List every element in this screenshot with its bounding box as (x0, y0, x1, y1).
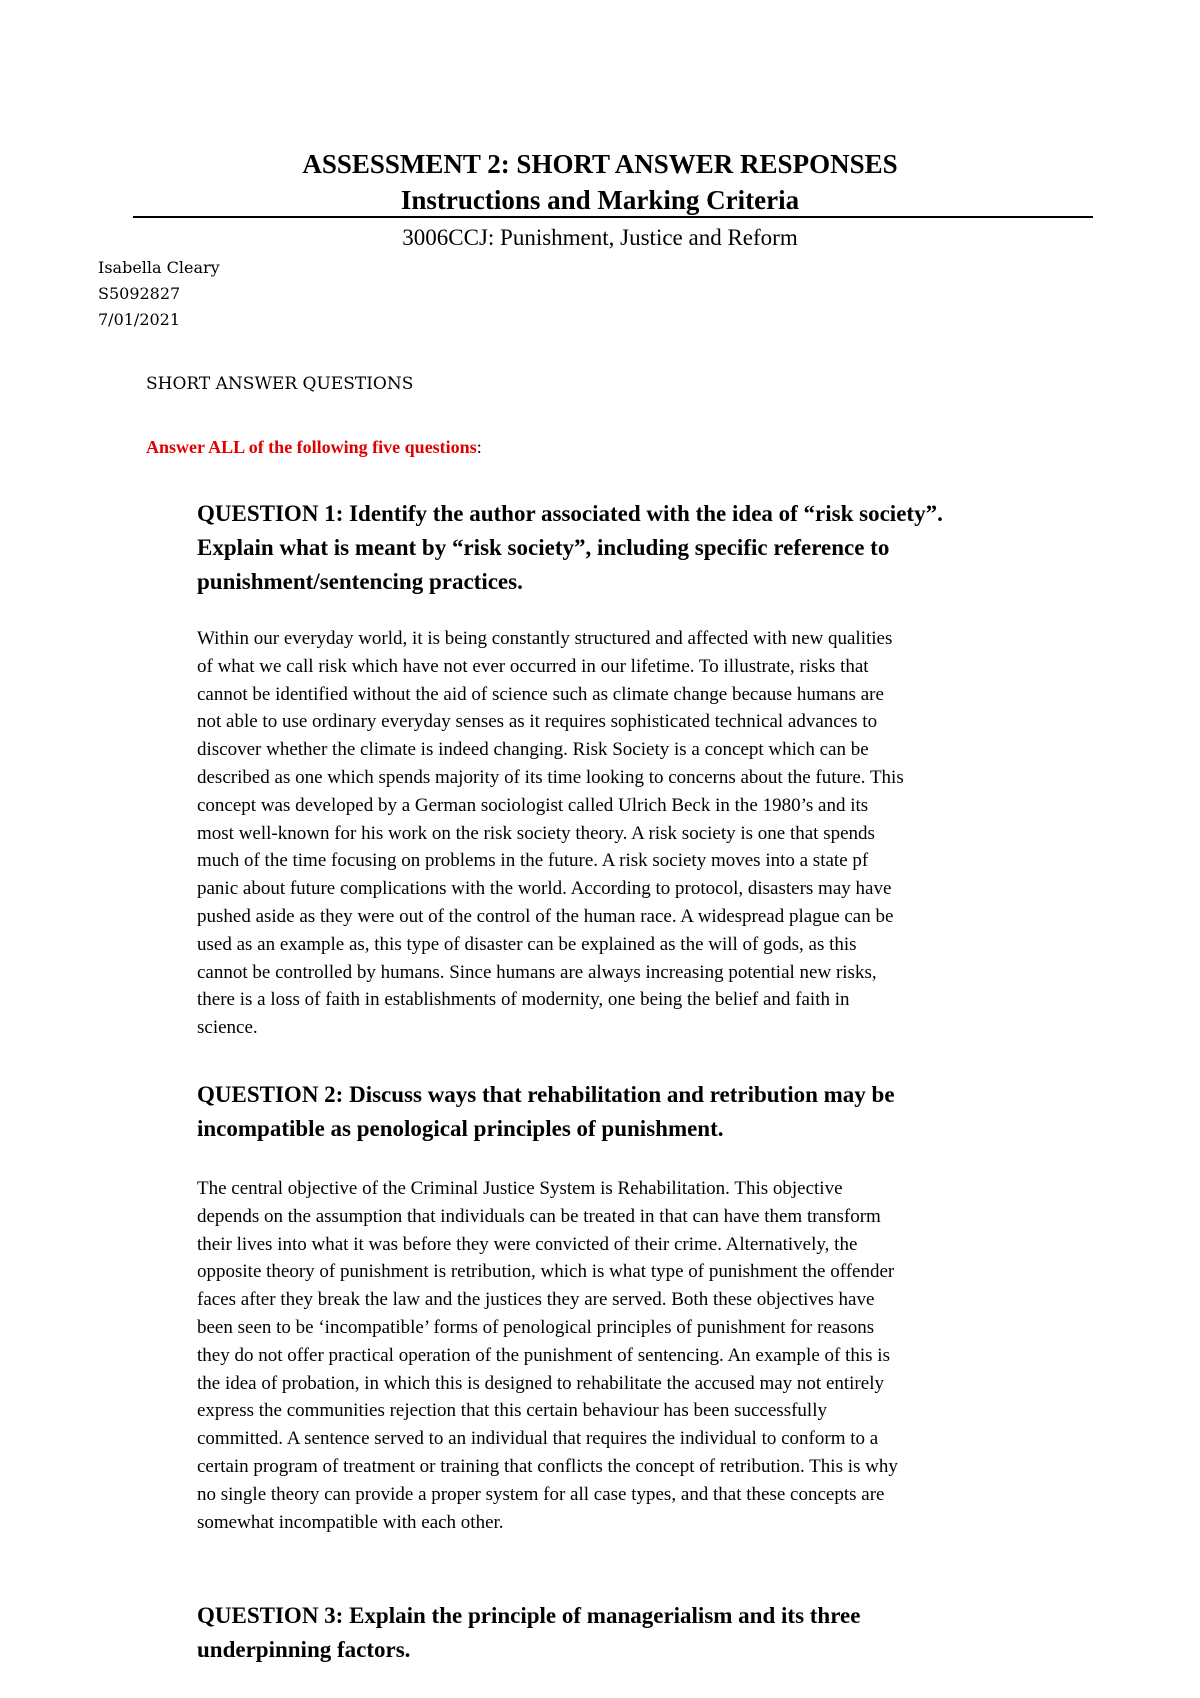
answer-line: they do not offer practical operation of the punishment of sentencing. An example of this is (197, 1344, 890, 1366)
student-id: S5092827 (98, 284, 181, 303)
submission-date: 7/01/2021 (98, 310, 181, 329)
title-underline (133, 216, 1093, 218)
answer-2 (197, 1175, 1097, 1536)
document-title: ASSESSMENT 2: SHORT ANSWER RESPONSES (302, 149, 898, 179)
answer-line: discover whether the climate is indeed changing. Risk Society is a concept which can be (197, 739, 869, 761)
question-3-label: QUESTION 3: (197, 1603, 344, 1628)
instruction-emphasis: Answer ALL of the following five questions (146, 437, 477, 457)
answer-line: used as an example as, this type of disaster can be explained as the will of gods, as this (197, 933, 857, 955)
answer-line: the idea of probation, in which this is designed to rehabilitate the accused may not entirely (197, 1372, 884, 1394)
answer-line: no single theory can provide a proper system for all case types, and that these concepts are (197, 1483, 885, 1505)
answer-line: opposite theory of punishment is retribution, which is what type of punishment the offender (197, 1261, 895, 1283)
question-2-text: Discuss ways that rehabilitation and retribution may be (343, 1082, 895, 1107)
answer-line: depends on the assumption that individuals can be treated in that can have them transform (197, 1205, 881, 1227)
answer-line: panic about future complications with the world. According to protocol, disasters may have (197, 878, 892, 900)
course-name: 3006CCJ: Punishment, Justice and Reform (402, 225, 798, 250)
question-1-line: punishment/sentencing practices. (197, 569, 523, 594)
answer-line: faces after they break the law and the justices they are served. Both these objectives have (197, 1289, 875, 1311)
question-3-line: underpinning factors. (197, 1637, 411, 1662)
question-3 (197, 1599, 1097, 1667)
answer-line: express the communities rejection that this certain behaviour has been successfully (197, 1400, 827, 1422)
question-1-label: QUESTION 1 (197, 501, 336, 526)
answer-line: of what we call risk which have not ever occurred in our lifetime. To illustrate, risks that (197, 655, 869, 677)
answer-line: much of the time focusing on problems in the future. A risk society moves into a state pf (197, 850, 869, 872)
answer-line: Within our everyday world, it is being constantly structured and affected with new qualities (197, 628, 893, 649)
answer-line: science. (197, 1017, 258, 1039)
instruction-suffix: : (476, 437, 482, 457)
answer-line: somewhat incompatible with each other. (197, 1511, 504, 1533)
question-2 (197, 1078, 1097, 1146)
question-3-text: Explain the principle of managerialism and its three (343, 1603, 861, 1628)
question-1 (197, 497, 1097, 599)
answer-line: not able to use ordinary everyday senses as it requires sophisticated technical advances to (197, 711, 878, 733)
question-1-text: : Identify the author associated with the idea of “risk society”. (335, 501, 943, 526)
answer-line: cannot be identified without the aid of science such as climate change because humans are (197, 683, 884, 705)
instruction-line (146, 436, 482, 458)
answer-line: described as one which spends majority of its time looking to concerns about the future. This (197, 766, 904, 788)
answer-line: cannot be controlled by humans. Since humans are always increasing potential new risks, (197, 961, 877, 983)
answer-line: most well-known for his work on the risk society theory. A risk society is one that spends (197, 822, 875, 844)
answer-1 (197, 625, 1097, 1042)
question-2-line: incompatible as penological principles of punishment. (197, 1116, 724, 1141)
question-2-label: QUESTION 2: (197, 1082, 344, 1107)
answer-line: concept was developed by a German sociologist called Ulrich Beck in the 1980’s and its (197, 794, 869, 816)
section-heading: SHORT ANSWER QUESTIONS (146, 374, 414, 394)
answer-line: pushed aside as they were out of the control of the human race. A widespread plague can be (197, 905, 894, 927)
answer-line: their lives into what it was before they were convicted of their crime. Alternatively, the (197, 1233, 858, 1255)
answer-line: certain program of treatment or training that conflicts the concept of retribution. This is why (197, 1455, 898, 1477)
answer-line: been seen to be ‘incompatible’ forms of penological principles of punishment for reasons (197, 1316, 875, 1338)
answer-line: committed. A sentence served to an individual that requires the individual to conform to a (197, 1428, 879, 1450)
answer-line: The central objective of the Criminal Justice System is Rehabilitation. This objective (197, 1178, 843, 1199)
document-subtitle: Instructions and Marking Criteria (400, 185, 800, 215)
student-name: Isabella Cleary (98, 258, 220, 277)
answer-line: there is a loss of faith in establishments of modernity, one being the belief and faith in (197, 989, 850, 1011)
question-1-line: Explain what is meant by “risk society”, including specific reference to (197, 535, 890, 560)
